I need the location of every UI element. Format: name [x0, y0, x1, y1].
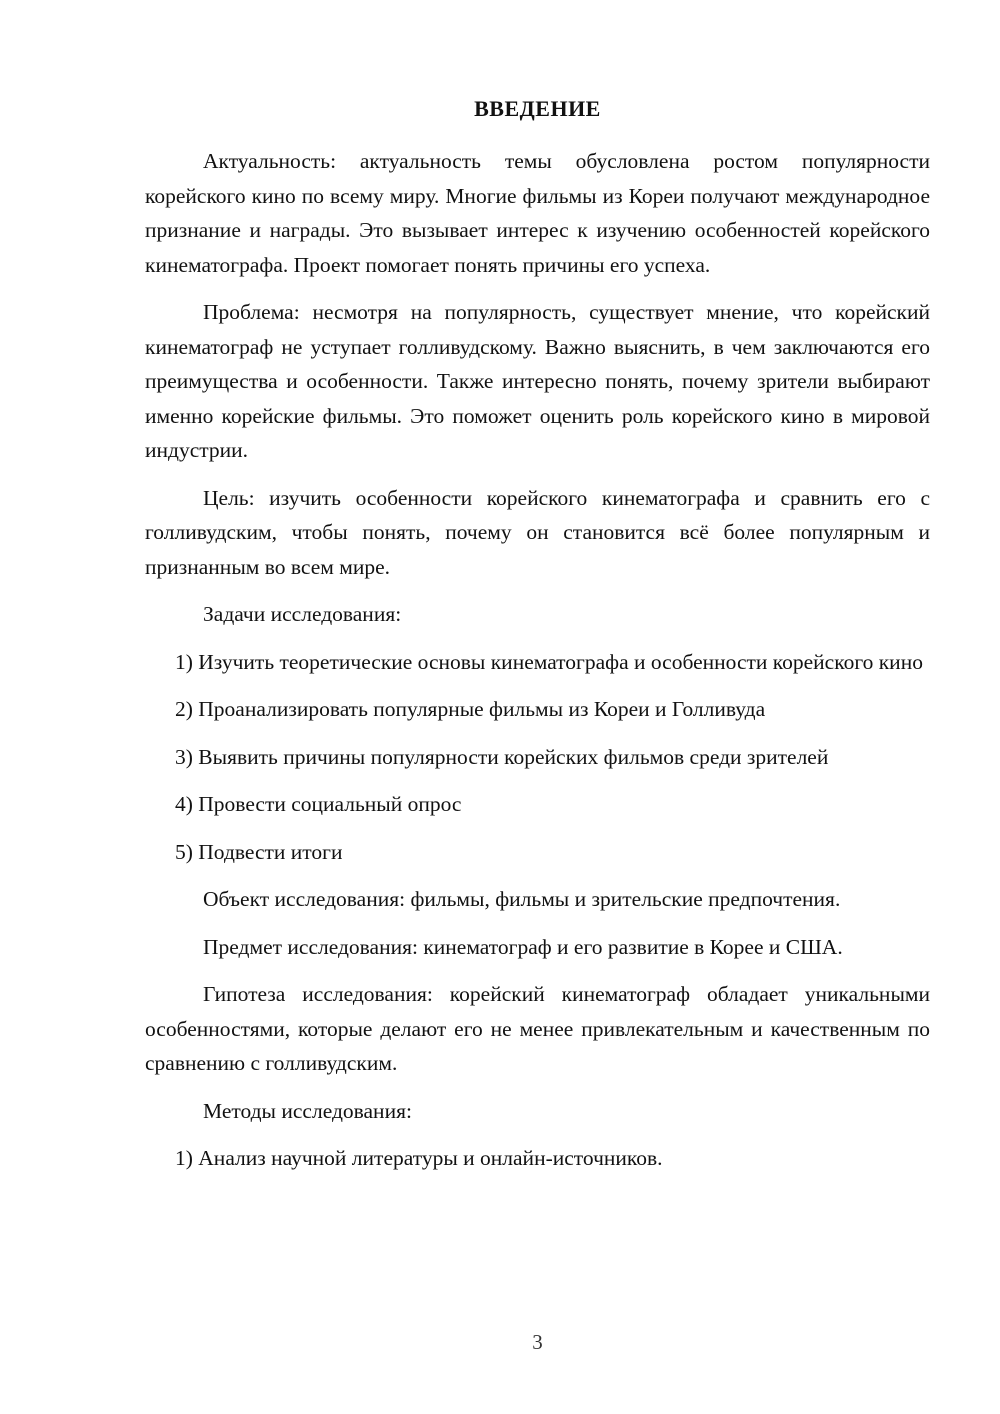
- paragraph-problema: Проблема: несмотря на популярность, существует мнение, что корейский кинематограф не уступает голливудскому. Важно выяснить, в чем заключаются его преимущества и особенности. Также интересно понять, почему зрители выбирают именно корейские фильмы. Это поможет оценить роль корейского кино в мировой индустрии.: [145, 300, 930, 462]
- paragraph-obekt: Объект исследования: фильмы, фильмы и зрительские предпочтения.: [203, 887, 841, 911]
- list-item-5: 5) Подвести итоги: [175, 839, 343, 864]
- paragraph-cel: Цель: изучить особенности корейского кинематографа и сравнить его с голливудским, чтобы понять, почему он становится всё более популярным и признанным во всем мире.: [145, 485, 930, 579]
- document-content: [145, 96, 930, 1189]
- page-number: 3: [532, 1330, 543, 1354]
- list-item-3: 3) Выявить причины популярности корейских фильмов среди зрителей: [175, 744, 829, 769]
- paragraph-zadachi-heading: Задачи исследования:: [203, 602, 402, 626]
- paragraph-aktualnost: Актуальность: актуальность темы обусловлена ростом популярности корейского кино по всему миру. Многие фильмы из Кореи получают международное признание и награды. Это вызывает интерес к изучению особенностей корейского кинематографа. Проект помогает понять причины его успеха.: [145, 149, 930, 277]
- paragraph-gipoteza: Гипотеза исследования: корейский кинематограф обладает уникальными особенностями, которые делают его не менее привлекательным и качественным по сравнению с голливудским.: [145, 982, 930, 1075]
- page-title: ВВЕДЕНИЕ: [474, 96, 601, 121]
- list-item-2: 2) Проанализировать популярные фильмы из Кореи и Голливуда: [175, 697, 766, 721]
- list-item-1: 1) Изучить теоретические основы кинематографа и особенности корейского кино: [175, 649, 923, 674]
- paragraph-predmet: Предмет исследования: кинематограф и его развитие в Корее и США.: [203, 934, 843, 959]
- list-item-4: 4) Провести социальный опрос: [175, 792, 462, 816]
- paragraph-metody-heading: Методы исследования:: [203, 1098, 412, 1123]
- list-item-metody-1: 1) Анализ научной литературы и онлайн-источников.: [175, 1146, 663, 1170]
